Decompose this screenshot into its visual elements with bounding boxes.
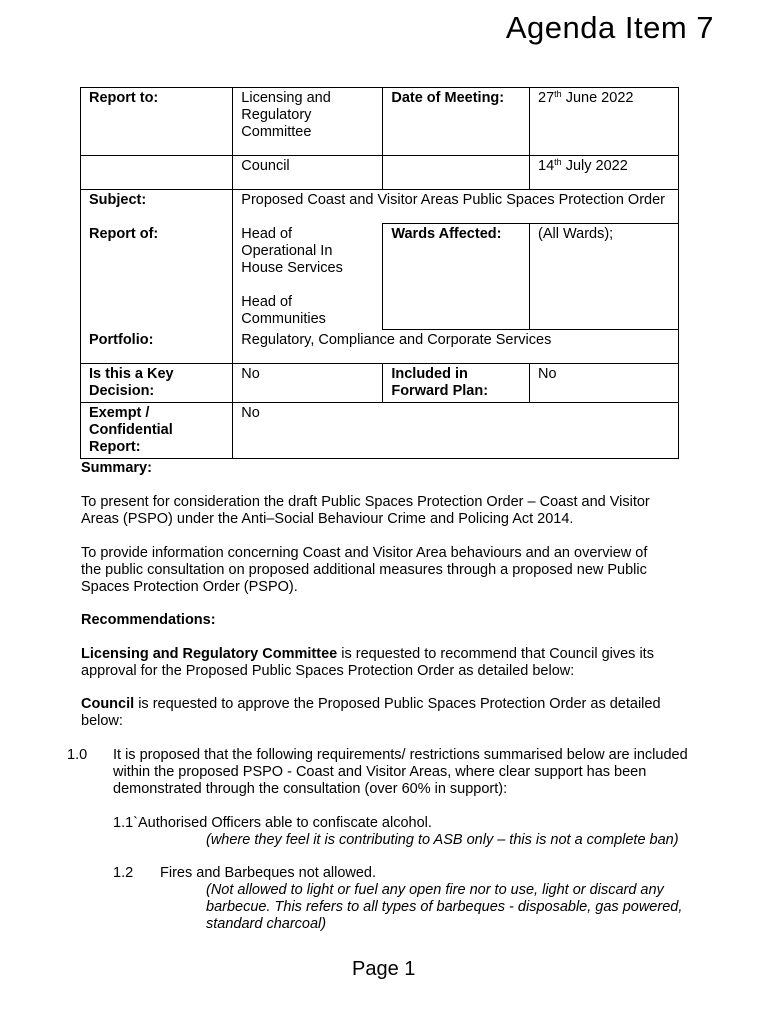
report-to-committee: Licensing and Regulatory Committee (233, 88, 383, 156)
date-of-meeting-1: 27th June 2022 (530, 88, 679, 156)
report-of-label: Report of: (81, 224, 233, 330)
date-of-meeting-label: Date of Meeting: (383, 88, 530, 156)
item-1-2-note: (Not allowed to light or fuel any open fire nor to use, light or discard any barbecue. This refers to all types of barbeques - disposable, gas powered, standard charcoal) (206, 882, 683, 932)
recommendation-council: Council is requested to approve the Proposed Public Spaces Protection Order as detailed below: (81, 696, 661, 729)
date-of-meeting-2: 14th July 2022 (530, 156, 679, 190)
recommendations-heading: Recommendations: (81, 612, 216, 628)
agenda-item-title: Agenda Item 7 (505, 10, 714, 45)
portfolio-value: Regulatory, Compliance and Corporate Services (233, 330, 679, 364)
report-to-label: Report to: (81, 88, 233, 156)
item-1-1-text: 1.1`Authorised Officers able to confiscate alcohol. (113, 815, 432, 831)
item-1-1-note: (where they feel it is contributing to ASB only – this is not a complete ban) (206, 832, 679, 848)
exempt-label: Exempt / Confidential Report: (81, 403, 233, 459)
report-details-table (80, 87, 679, 459)
exempt-value: No (233, 403, 679, 459)
subject-label: Subject: (81, 190, 233, 224)
report-of-value: Head of Operational In House Services Head of Communities (233, 224, 383, 330)
summary-heading: Summary: (81, 460, 152, 476)
wards-affected-label: Wards Affected: (383, 224, 530, 330)
page-number: Page 1 (352, 958, 416, 980)
recommendation-committee: Licensing and Regulatory Committee is requested to recommend that Council gives its approval for the Proposed Public Spaces Protection Order as detailed below: (81, 646, 654, 679)
subject-value: Proposed Coast and Visitor Areas Public Spaces Protection Order (233, 190, 679, 224)
wards-affected-value: (All Wards); (530, 224, 679, 330)
portfolio-label: Portfolio: (81, 330, 233, 364)
key-decision-value: No (233, 364, 383, 403)
summary-paragraph-2: To provide information concerning Coast and Visitor Area behaviours and an overview of the public consultation on proposed additional measures through a proposed new Public Spaces Protection Order (PSPO). (81, 545, 648, 595)
item-1-number: 1.0 (67, 747, 88, 763)
report-to-council: Council (233, 156, 383, 190)
key-decision-label: Is this a Key Decision: (81, 364, 233, 403)
item-1-text: It is proposed that the following requirements/ restrictions summarised below are included within the proposed PSPO - Coast and Visitor Areas, where clear support has been demonstrated through the consultation (over 60% in support): (113, 747, 688, 797)
item-1-2-number: 1.2 (113, 865, 134, 881)
summary-paragraph-1: To present for consideration the draft Public Spaces Protection Order – Coast and Visitor Areas (PSPO) under the Anti–Social Behaviour Crime and Policing Act 2014. (81, 494, 650, 527)
forward-plan-value: No (530, 364, 679, 403)
item-1-2-text: Fires and Barbeques not allowed. (160, 865, 377, 881)
forward-plan-label: Included in Forward Plan: (383, 364, 530, 403)
